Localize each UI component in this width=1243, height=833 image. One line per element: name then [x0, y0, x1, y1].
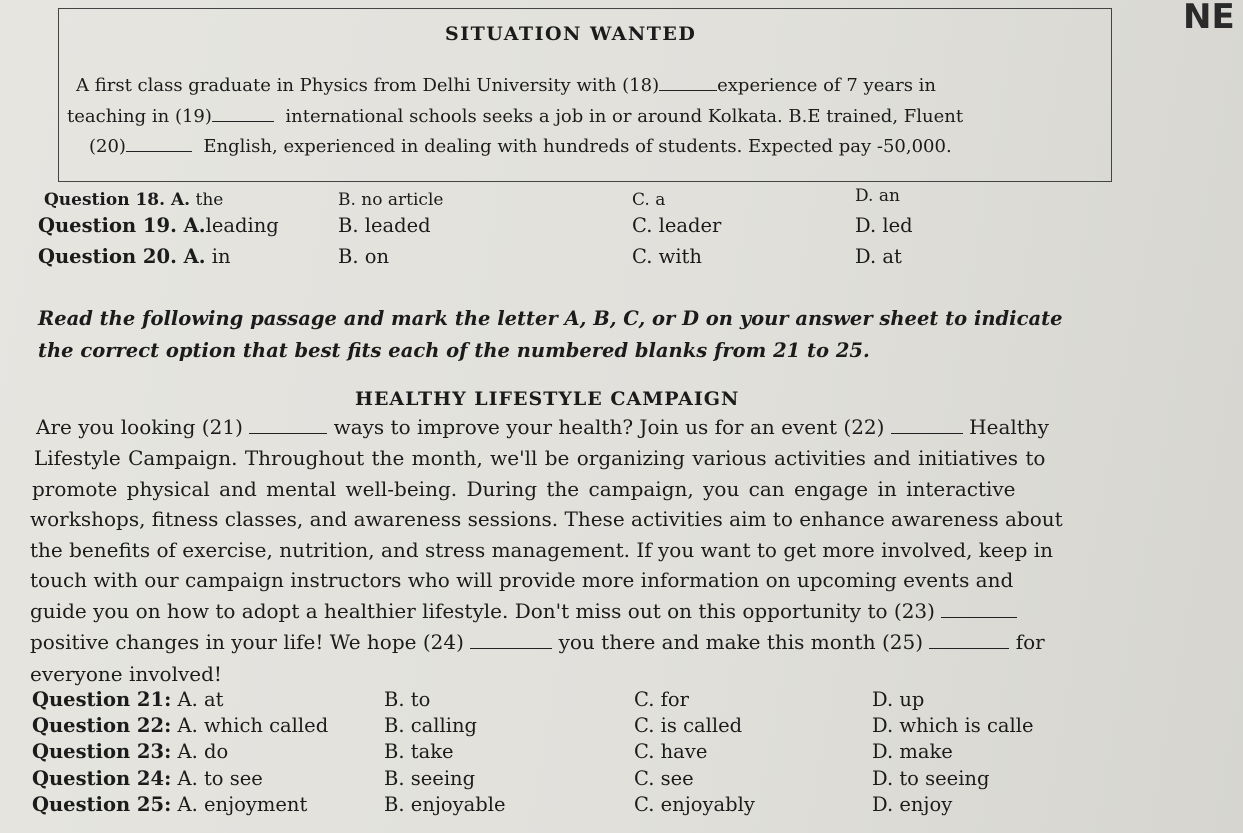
passage-line-3: promote physical and mental well-being. During the campaign, you can engage in interactive: [32, 477, 1016, 501]
passage-line-2: Lifestyle Campaign. Throughout the month, we'll be organizing various activities and initiatives to: [34, 446, 1046, 470]
question-18-row: Question 18. A. the B. no article C. a D. an: [44, 186, 900, 210]
blank-22: [891, 433, 963, 434]
blank-20: [126, 151, 192, 152]
blank-18: [659, 90, 717, 91]
passage-line-7: guide you on how to adopt a healthier lifestyle. Don't miss out on this opportunity to (23): [30, 599, 1017, 623]
question-23-row: Question 23: A. do B. take C. have D. make: [32, 740, 953, 763]
blank-24: [470, 648, 552, 649]
situation-title: SITUATION WANTED: [445, 23, 697, 45]
question-22-row: Question 22: A. which called B. calling C. is called D. which is calle: [32, 714, 1034, 737]
question-21-row: Question 21: A. at B. to C. for D. up: [32, 688, 925, 711]
passage-line-8: positive changes in your life! We hope (24) you there and make this month (25) for: [30, 630, 1045, 654]
situation-line-1: A first class graduate in Physics from Delhi University with (18) experience of 7 years in: [76, 75, 937, 96]
instruction-line-1: Read the following passage and mark the letter A, B, C, or D on your answer sheet to indicate: [38, 307, 1063, 330]
instruction-line-2: the correct option that best fits each of the numbered blanks from 21 to 25.: [38, 339, 870, 362]
question-25-row: Question 25: A. enjoyment B. enjoyable C. enjoyably D. enjoy: [32, 793, 953, 816]
corner-fragment: [1183, 0, 1243, 80]
question-24-row: Question 24: A. to see B. seeing C. see D. to seeing: [32, 767, 990, 790]
blank-19: [212, 121, 274, 122]
passage-line-6: touch with our campaign instructors who will provide more information on upcoming events and: [30, 568, 1014, 592]
situation-line-3: (20) English, experienced in dealing with hundreds of students. Expected pay -50,000.: [89, 136, 952, 157]
passage-line-4: workshops, fitness classes, and awareness sessions. These activities aim to enhance awareness about: [30, 507, 1063, 531]
blank-25: [929, 648, 1009, 649]
blank-23: [941, 617, 1017, 618]
question-19-row: Question 19. A.leading B. leaded C. leader D. led: [38, 214, 913, 237]
question-20-row: Question 20. A. in B. on C. with D. at: [38, 245, 902, 268]
passage-line-9: everyone involved!: [30, 662, 222, 686]
campaign-title: HEALTHY LIFESTYLE CAMPAIGN: [355, 388, 740, 410]
blank-21: [249, 433, 327, 434]
passage-line-5: the benefits of exercise, nutrition, and stress management. If you want to get more involved, keep in: [30, 538, 1054, 562]
corner-text: NE: [1183, 0, 1235, 37]
situation-line-2: teaching in (19) international schools seeks a job in or around Kolkata. B.E trained, Fluent: [67, 106, 964, 127]
passage-line-1: Are you looking (21) ways to improve your health? Join us for an event (22) Healthy: [36, 415, 1049, 439]
